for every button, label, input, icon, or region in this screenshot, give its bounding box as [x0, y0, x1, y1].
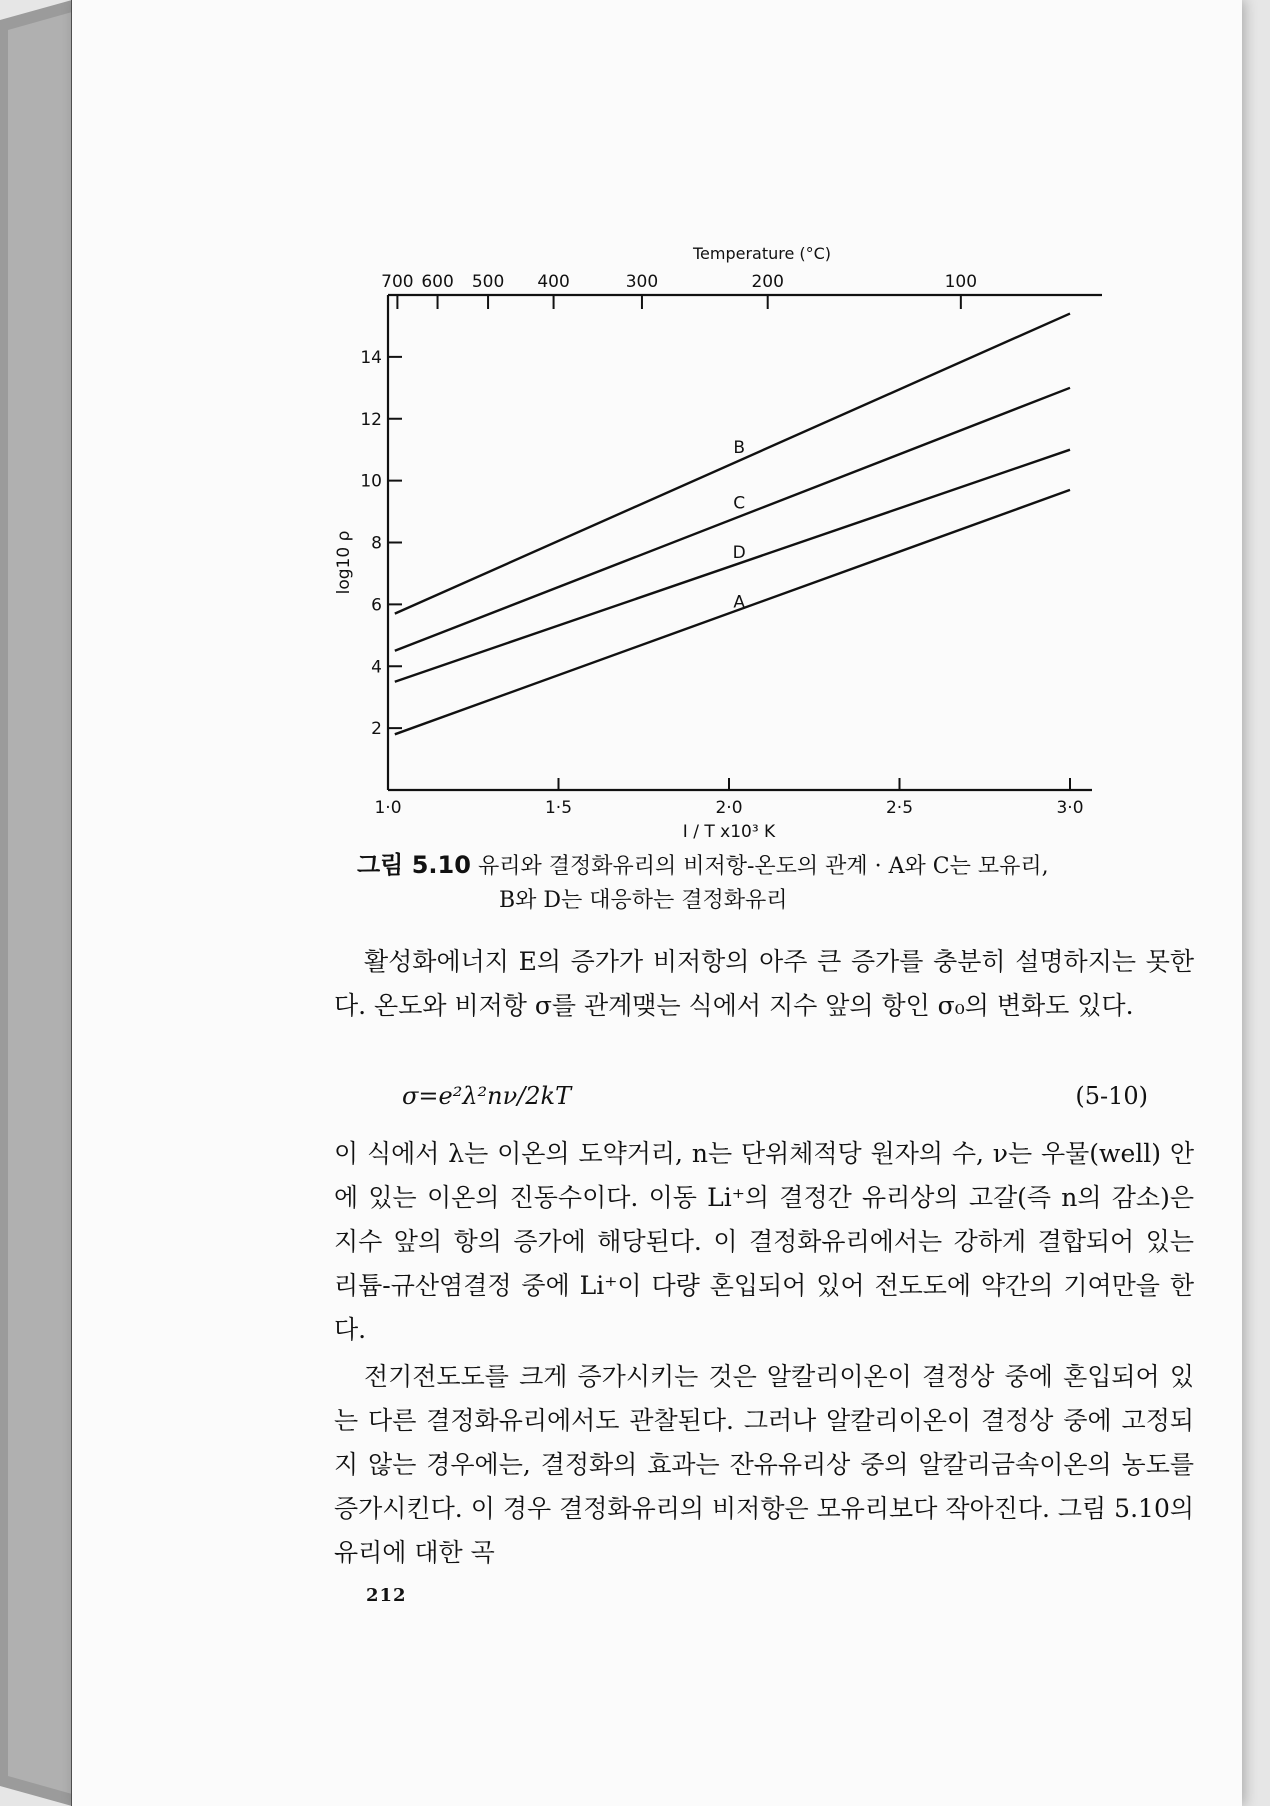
series-line-D: [395, 450, 1070, 682]
figure-label: 그림 5.10: [357, 851, 471, 879]
caption-text-line2: B와 D는 대응하는 결정화유리: [499, 888, 788, 913]
series-label-A: A: [733, 592, 746, 613]
y-tick-label: 2: [371, 719, 382, 740]
equation-formula: σ=e²λ²nν/2kT: [402, 1082, 572, 1110]
series-label-C: C: [733, 493, 746, 514]
top-tick-label: 200: [751, 272, 784, 292]
resistivity-temperature-chart: [72, 0, 1242, 850]
series-label-B: B: [733, 437, 746, 458]
top-axis-label: Temperature (°C): [692, 244, 832, 263]
x-tick-label: 2·5: [885, 798, 914, 818]
page-number: 212: [366, 1585, 407, 1606]
y-tick-label: 12: [360, 409, 382, 430]
y-tick-label: 6: [371, 595, 382, 616]
book-page: [72, 0, 1242, 1806]
top-tick-label: 600: [421, 272, 454, 292]
paragraph-2: 이 식에서 λ는 이온의 도약거리, n는 단위체적당 원자의 수, ν는 우물(well) 안에 있는 이온의 진동수이다. 이동 Li⁺의 결정간 유리상의 고갈(즉 n의 감소)은 지수 앞의 항의 증가에 해당된다. 이 결정화유리에서는 강하게 결합되어 있는 리튬-규산염결정 중에 Li⁺이 다량 혼입되어 있어 전도도에 약간의 기여만을 한다.: [334, 1139, 1194, 1344]
caption-text-line1: 유리와 결정화유리의 비저항-온도의 관계 · A와 C는 모유리,: [477, 854, 1049, 879]
top-tick-label: 400: [537, 272, 570, 292]
x-tick-label: 3·0: [1056, 798, 1084, 818]
top-tick-label: 500: [471, 272, 505, 292]
figure-caption: [357, 848, 1177, 918]
series-label-D: D: [732, 542, 746, 563]
equation-5-10: [402, 1082, 1148, 1110]
paragraph-3: 전기전도도를 크게 증가시키는 것은 알칼리이온이 결정상 중에 혼입되어 있는 다른 결정화유리에서도 관찰된다. 그러나 알칼리이온이 결정상 중에 고정되지 않는 경우에는, 결정화의 효과는 잔유유리상 중의 알칼리금속이온의 농도를 증가시킨다. 이 경우 결정화유리의 비저항은 모유리보다 작아진다. 그림 5.10의 유리에 대한 곡: [334, 1362, 1194, 1567]
x-tick-label: 1·5: [544, 798, 573, 818]
equation-number: (5-10): [1075, 1082, 1148, 1110]
paragraph-1: 활성화에너지 E의 증가가 비저항의 아주 큰 증가를 충분히 설명하지는 못한다. 온도와 비저항 σ를 관계맺는 식에서 지수 앞의 항인 σ₀의 변화도 있다.: [334, 947, 1194, 1020]
top-tick-label: 700: [381, 272, 414, 292]
top-tick-label: 300: [625, 272, 659, 292]
x-axis-label: I / T x10³ K: [682, 822, 776, 842]
y-tick-label: 10: [360, 471, 382, 492]
y-axis-label: log10 ρ: [334, 530, 354, 595]
x-tick-label: 1·0: [374, 798, 402, 818]
top-tick-label: 100: [944, 272, 978, 292]
series-line-B: [395, 314, 1070, 614]
y-tick-label: 8: [371, 533, 382, 554]
y-tick-label: 14: [360, 347, 382, 368]
x-tick-label: 2·0: [715, 798, 743, 818]
y-tick-label: 4: [371, 657, 382, 678]
